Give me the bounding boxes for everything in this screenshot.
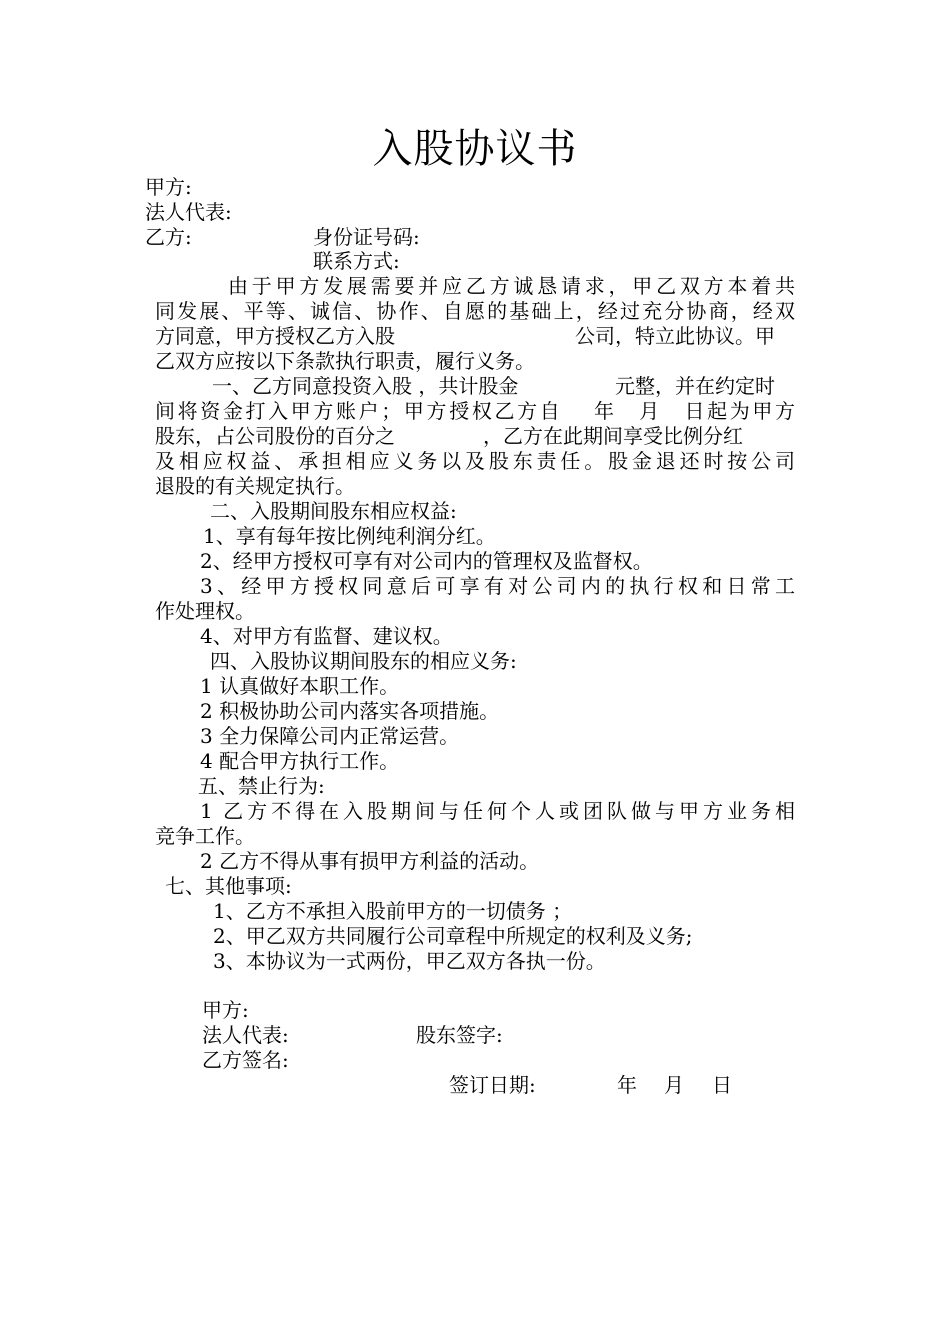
party-b-label: 乙方:: [145, 225, 192, 249]
legal-rep-label: 法人代表:: [145, 200, 232, 224]
signature-party-a: 甲方:: [202, 998, 249, 1022]
sign-date-year: 年: [617, 1073, 637, 1097]
preamble-line-2: 同发展、平等、诚信、协作、自愿的基础上，经过充分协商，经双: [155, 299, 795, 323]
signature-party-b: 乙方签名:: [202, 1048, 289, 1072]
section4-heading: 四、入股协议期间股东的相应义务:: [210, 649, 517, 673]
section1-line-3b: ，乙方在此期间享受比例分红: [483, 424, 743, 448]
preamble-line-3b: 公司，特立此协议。甲: [575, 324, 775, 348]
document-title: 入股协议书: [372, 126, 578, 172]
party-a-label: 甲方:: [145, 175, 192, 199]
section1-line-5: 退股的有关规定执行。: [155, 474, 355, 498]
id-number-label: 身份证号码:: [313, 225, 420, 249]
section7-heading: 七、其他事项:: [165, 874, 292, 898]
section7-item-3: 3、本协议为一式两份，甲乙双方各执一份。: [213, 949, 606, 973]
section4-item-2: 2 积极协助公司内落实各项措施。: [200, 699, 500, 723]
section7-item-2: 2、甲乙双方共同履行公司章程中所规定的权利及义务;: [213, 924, 693, 948]
contact-label: 联系方式:: [313, 249, 400, 273]
section4-item-3: 3 全力保障公司内正常运营。: [200, 724, 460, 748]
section1-line-3a: 股东，占公司股份的百分之: [155, 424, 395, 448]
signature-shareholder: 股东签字:: [416, 1023, 503, 1047]
section5-item-2: 2 乙方不得从事有损甲方利益的活动。: [200, 849, 540, 873]
section4-item-4: 4 配合甲方执行工作。: [200, 749, 400, 773]
section5-item-1-cont: 竞争工作。: [155, 824, 255, 848]
section2-item-3: 3、经甲方授权同意后可享有对公司内的执行权和日常工: [200, 574, 795, 598]
section2-item-1: 1、享有每年按比例纯利润分红。: [203, 524, 496, 548]
section2-heading: 二、入股期间股东相应权益:: [210, 499, 457, 523]
section5-heading: 五、禁止行为:: [198, 774, 325, 798]
section2-item-4: 4、对甲方有监督、建议权。: [200, 624, 453, 648]
preamble-line-1: 由于甲方发展需要并应乙方诚恳请求，甲乙双方本着共: [228, 274, 795, 298]
section1-line-1a: 一、乙方同意投资入股 ，共计股金: [212, 374, 519, 398]
section7-item-1: 1、乙方不承担入股前甲方的一切债务 ；: [213, 899, 573, 923]
signature-legal-rep: 法人代表:: [202, 1023, 289, 1047]
section1-line-4: 及相应权益、承担相应义务以及股东责任。股金退还时按公司: [155, 449, 795, 473]
preamble-line-3a: 方同意，甲方授权乙方入股: [155, 324, 395, 348]
section5-item-1: 1 乙方不得在入股期间与任何个人或团队做与甲方业务相: [200, 799, 795, 823]
sign-date-label: 签订日期:: [449, 1073, 536, 1097]
section1-line-1b: 元整，并在约定时: [615, 374, 775, 398]
section1-line-2: 间将资金打入甲方账户；甲方授权乙方自 年 月 日起为甲方: [155, 399, 795, 423]
sign-date-month: 月: [664, 1073, 684, 1097]
section4-item-1: 1 认真做好本职工作。: [200, 674, 400, 698]
preamble-line-4: 乙双方应按以下条款执行职责，履行义务。: [155, 349, 535, 373]
section2-item-3-cont: 作处理权。: [155, 599, 255, 623]
section2-item-2: 2、经甲方授权可享有对公司内的管理权及监督权。: [200, 549, 653, 573]
sign-date-day: 日: [712, 1073, 732, 1097]
